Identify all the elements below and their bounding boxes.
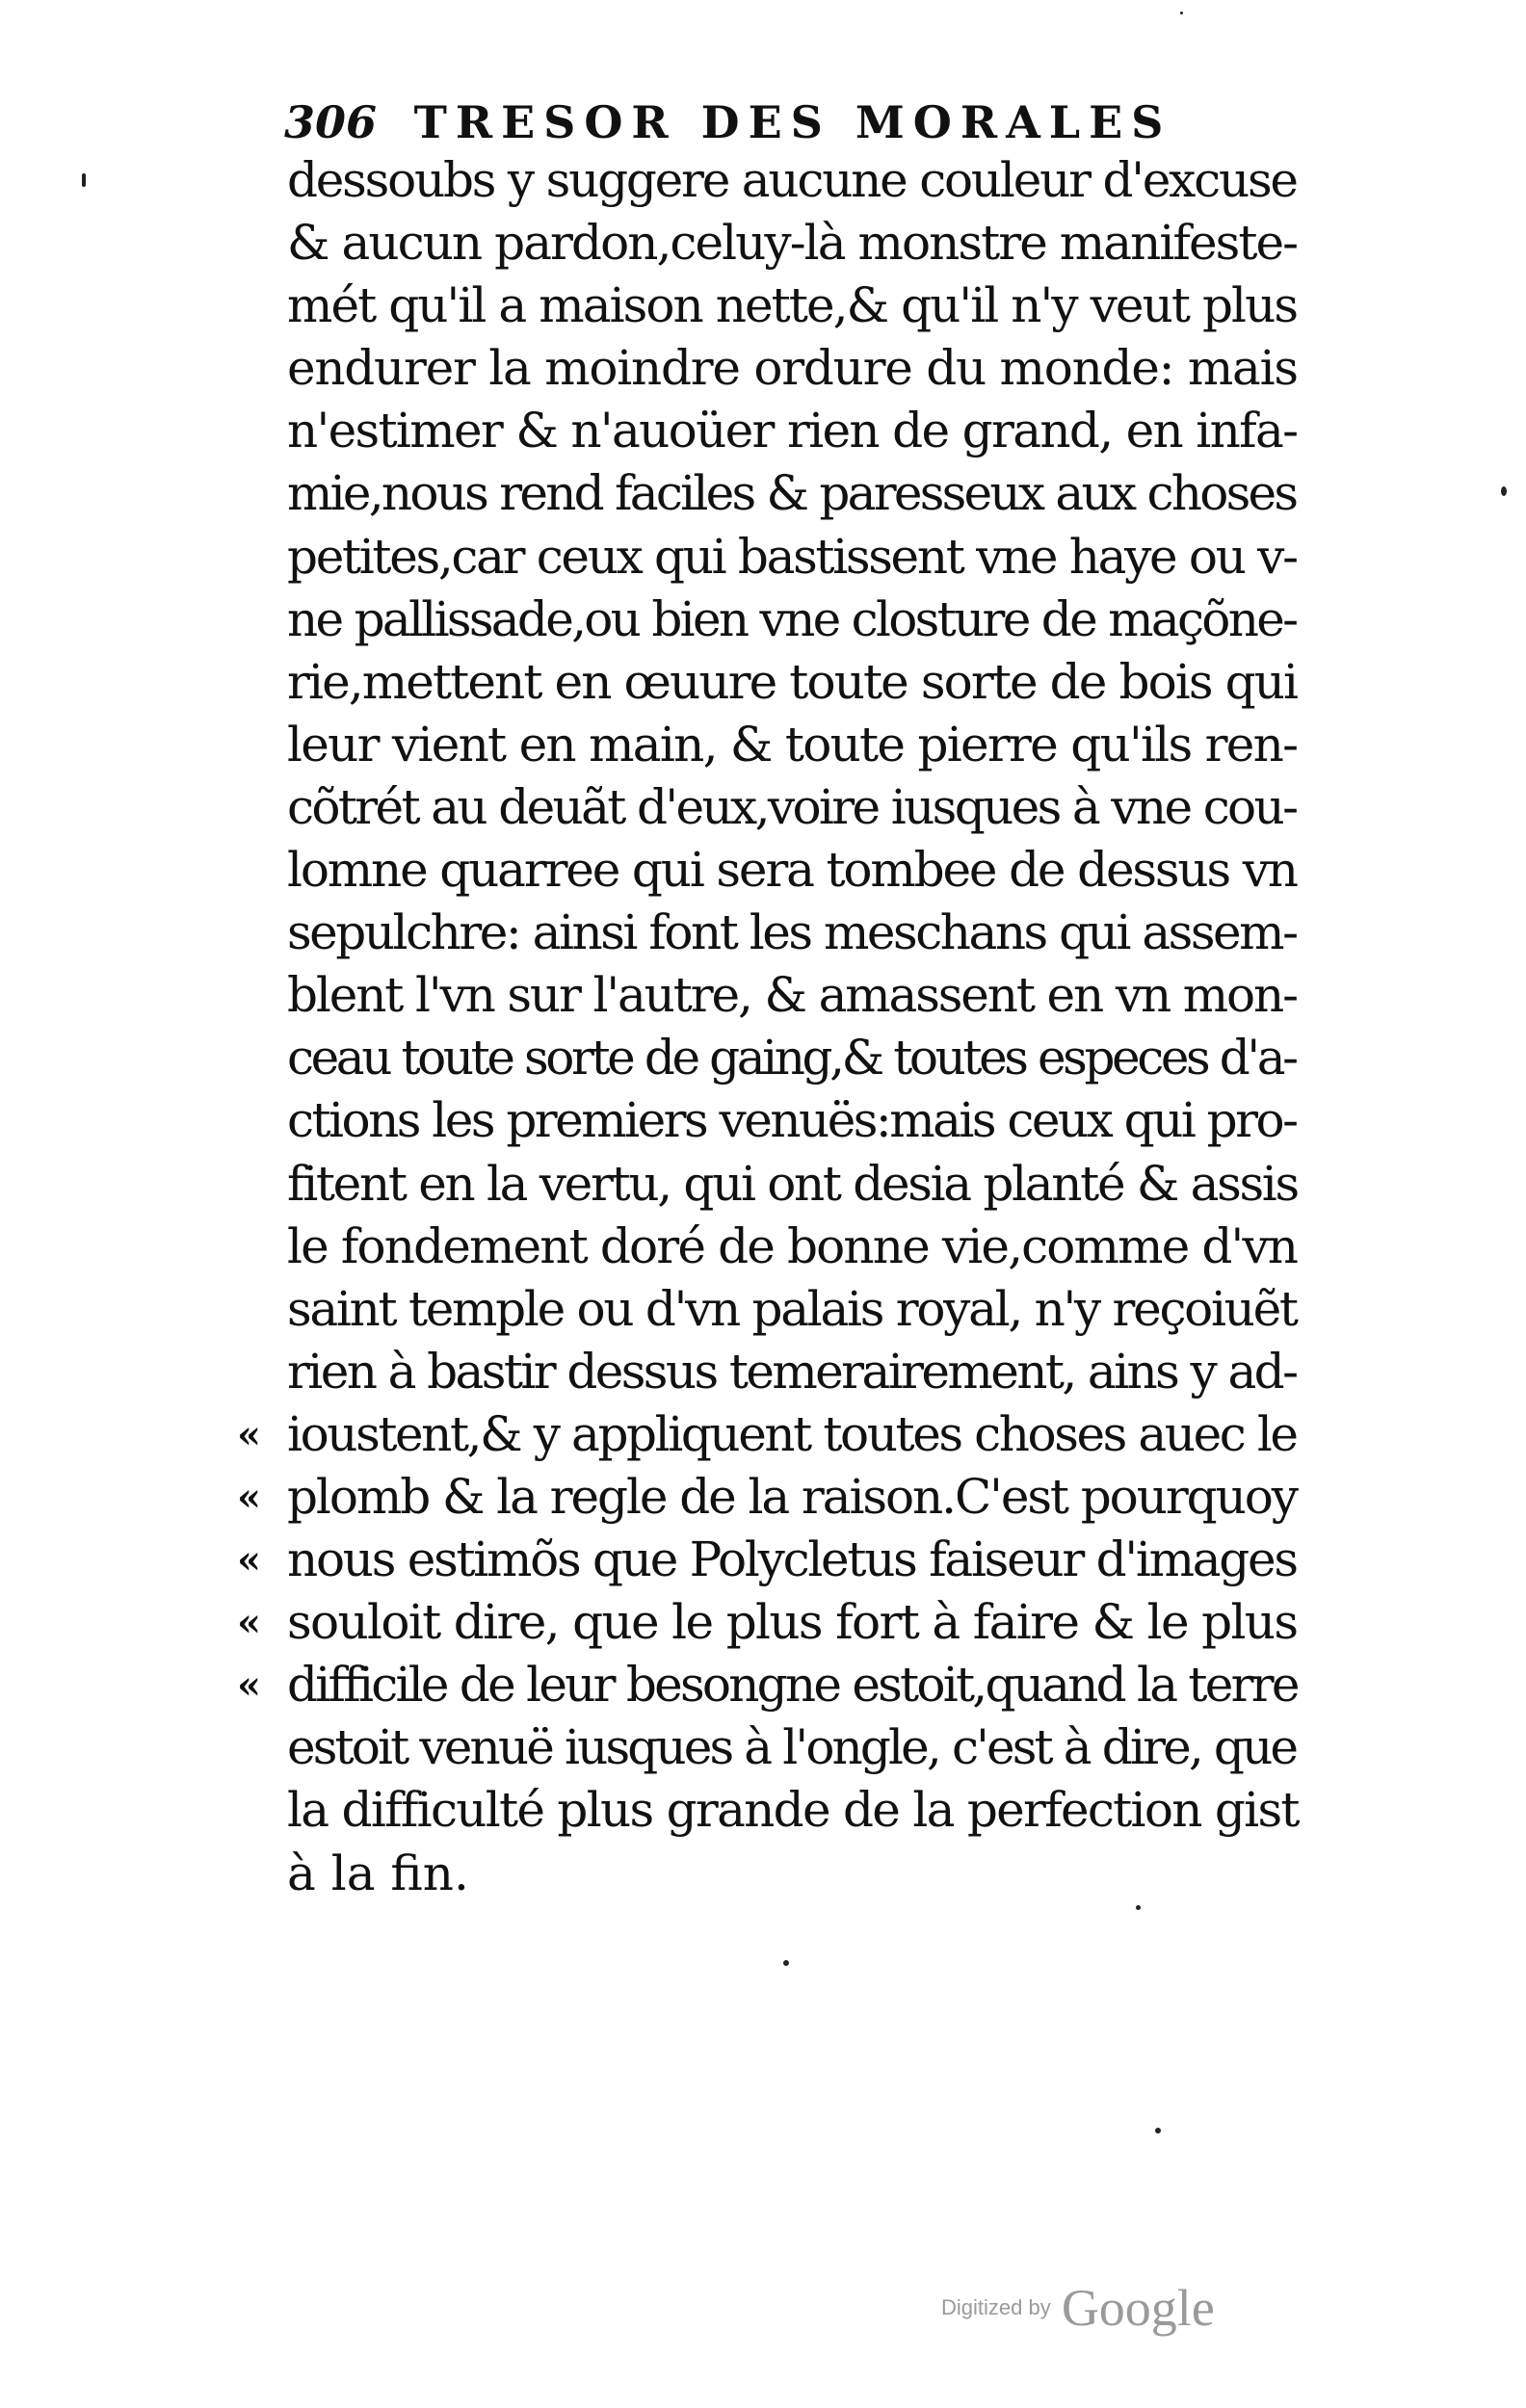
text-line (287, 1089, 1337, 1152)
body-text (237, 149, 1337, 1905)
line-text: rie,mettent en œuure toute sorte de bois qui (287, 653, 1298, 710)
line-text: n'estimer & n'auoüer rien de grand, en infa- (287, 403, 1298, 459)
text-line (287, 212, 1337, 275)
text-line (237, 1654, 1337, 1716)
line-text: ctions les premiers venuës:mais ceux qui pro- (287, 1092, 1297, 1149)
text-line (287, 964, 1337, 1027)
page-header (284, 89, 1248, 156)
line-text: souloit dire, que le plus fort à faire & le plus (287, 1594, 1298, 1651)
ink-speck (1180, 12, 1183, 14)
text-line (287, 526, 1337, 589)
page-number: 306 (284, 96, 378, 148)
line-text: blent l'vn sur l'autre, & amassent en vn mon- (287, 967, 1297, 1024)
text-line (287, 589, 1337, 651)
line-text: ne pallissade,ou bien vne closture de maçõne- (287, 590, 1297, 647)
margin-quote-mark: « (237, 1600, 261, 1646)
line-text: ceau toute sorte de gaing,& toutes especes d'a- (287, 1030, 1296, 1086)
line-text: & aucun pardon,celuy-là monstre manifeste- (287, 215, 1298, 272)
ink-speck (1155, 2128, 1161, 2133)
running-title: TRESOR DES MORALES (413, 96, 1172, 148)
line-text: à la fin. (287, 1845, 469, 1901)
text-line (287, 1843, 1337, 1905)
text-line (287, 462, 1337, 525)
line-text: mie,nous rend faciles & paresseux aux choses (287, 465, 1297, 522)
text-line (287, 1153, 1337, 1216)
ink-speck (1136, 1905, 1141, 1910)
text-line (287, 400, 1337, 462)
line-text: estoit venuë iusques à l'ongle, c'est à dire, que (287, 1719, 1297, 1776)
line-text: endurer la moindre ordure du monde: mais (287, 340, 1298, 397)
text-line (287, 1716, 1337, 1779)
line-text: mét qu'il a maison nette,& qu'il n'y veut plus (287, 277, 1298, 334)
line-text: ioustent,& y appliquent toutes choses auec le (287, 1405, 1297, 1462)
line-text: la difficulté plus grande de la perfection gist (287, 1782, 1299, 1839)
digitized-watermark (941, 2278, 1269, 2336)
text-line (237, 1591, 1337, 1654)
line-text: difficile de leur besongne estoit,quand la terre (287, 1657, 1298, 1714)
text-line (287, 776, 1337, 839)
line-text: lomne quarree qui sera tombee de dessus vn (287, 842, 1297, 899)
text-line (287, 1278, 1337, 1341)
line-text: petites,car ceux qui bastissent vne haye ou v- (287, 528, 1297, 585)
text-line (237, 1529, 1337, 1591)
line-text: cõtrét au deuãt d'eux,voire iusques à vne cou- (287, 778, 1297, 835)
text-line (287, 714, 1337, 776)
digitized-label: Digitized by (941, 2295, 1051, 2319)
margin-quote-mark: « (237, 1411, 261, 1457)
line-text: leur vient en main, & toute pierre qu'ils ren- (287, 716, 1298, 772)
text-line (287, 275, 1337, 337)
text-line (287, 337, 1337, 400)
text-line (237, 1466, 1337, 1529)
text-line (287, 1779, 1337, 1842)
text-line (287, 149, 1337, 212)
margin-quote-mark: « (237, 1662, 261, 1709)
line-text: rien à bastir dessus temerairement, ains y ad- (287, 1343, 1297, 1400)
text-line (287, 902, 1337, 964)
ink-speck (1501, 486, 1507, 496)
text-line (287, 651, 1337, 714)
line-text: le fondement doré de bonne vie,comme d'vn (287, 1217, 1298, 1274)
text-line (287, 1341, 1337, 1403)
line-text: saint temple ou d'vn palais royal, n'y reçoiuẽt (287, 1280, 1297, 1337)
line-text: plomb & la regle de la raison.C'est pourquoy (287, 1468, 1297, 1525)
text-line (287, 1027, 1337, 1089)
line-text: fitent en la vertu, qui ont desia planté & assis (287, 1155, 1298, 1212)
margin-quote-mark: « (237, 1537, 261, 1584)
ink-speck (82, 173, 86, 187)
google-logo: Google (1061, 2279, 1215, 2337)
line-text: sepulchre: ainsi font les meschans qui assem- (287, 904, 1297, 961)
line-text: dessoubs y suggere aucune couleur d'excuse (287, 152, 1297, 208)
text-line (287, 839, 1337, 902)
margin-quote-mark: « (237, 1474, 261, 1520)
text-line (237, 1403, 1337, 1466)
text-line (287, 1216, 1337, 1278)
line-text: nous estimõs que Polycletus faiseur d'images (287, 1531, 1297, 1588)
ink-speck (783, 1960, 789, 1966)
